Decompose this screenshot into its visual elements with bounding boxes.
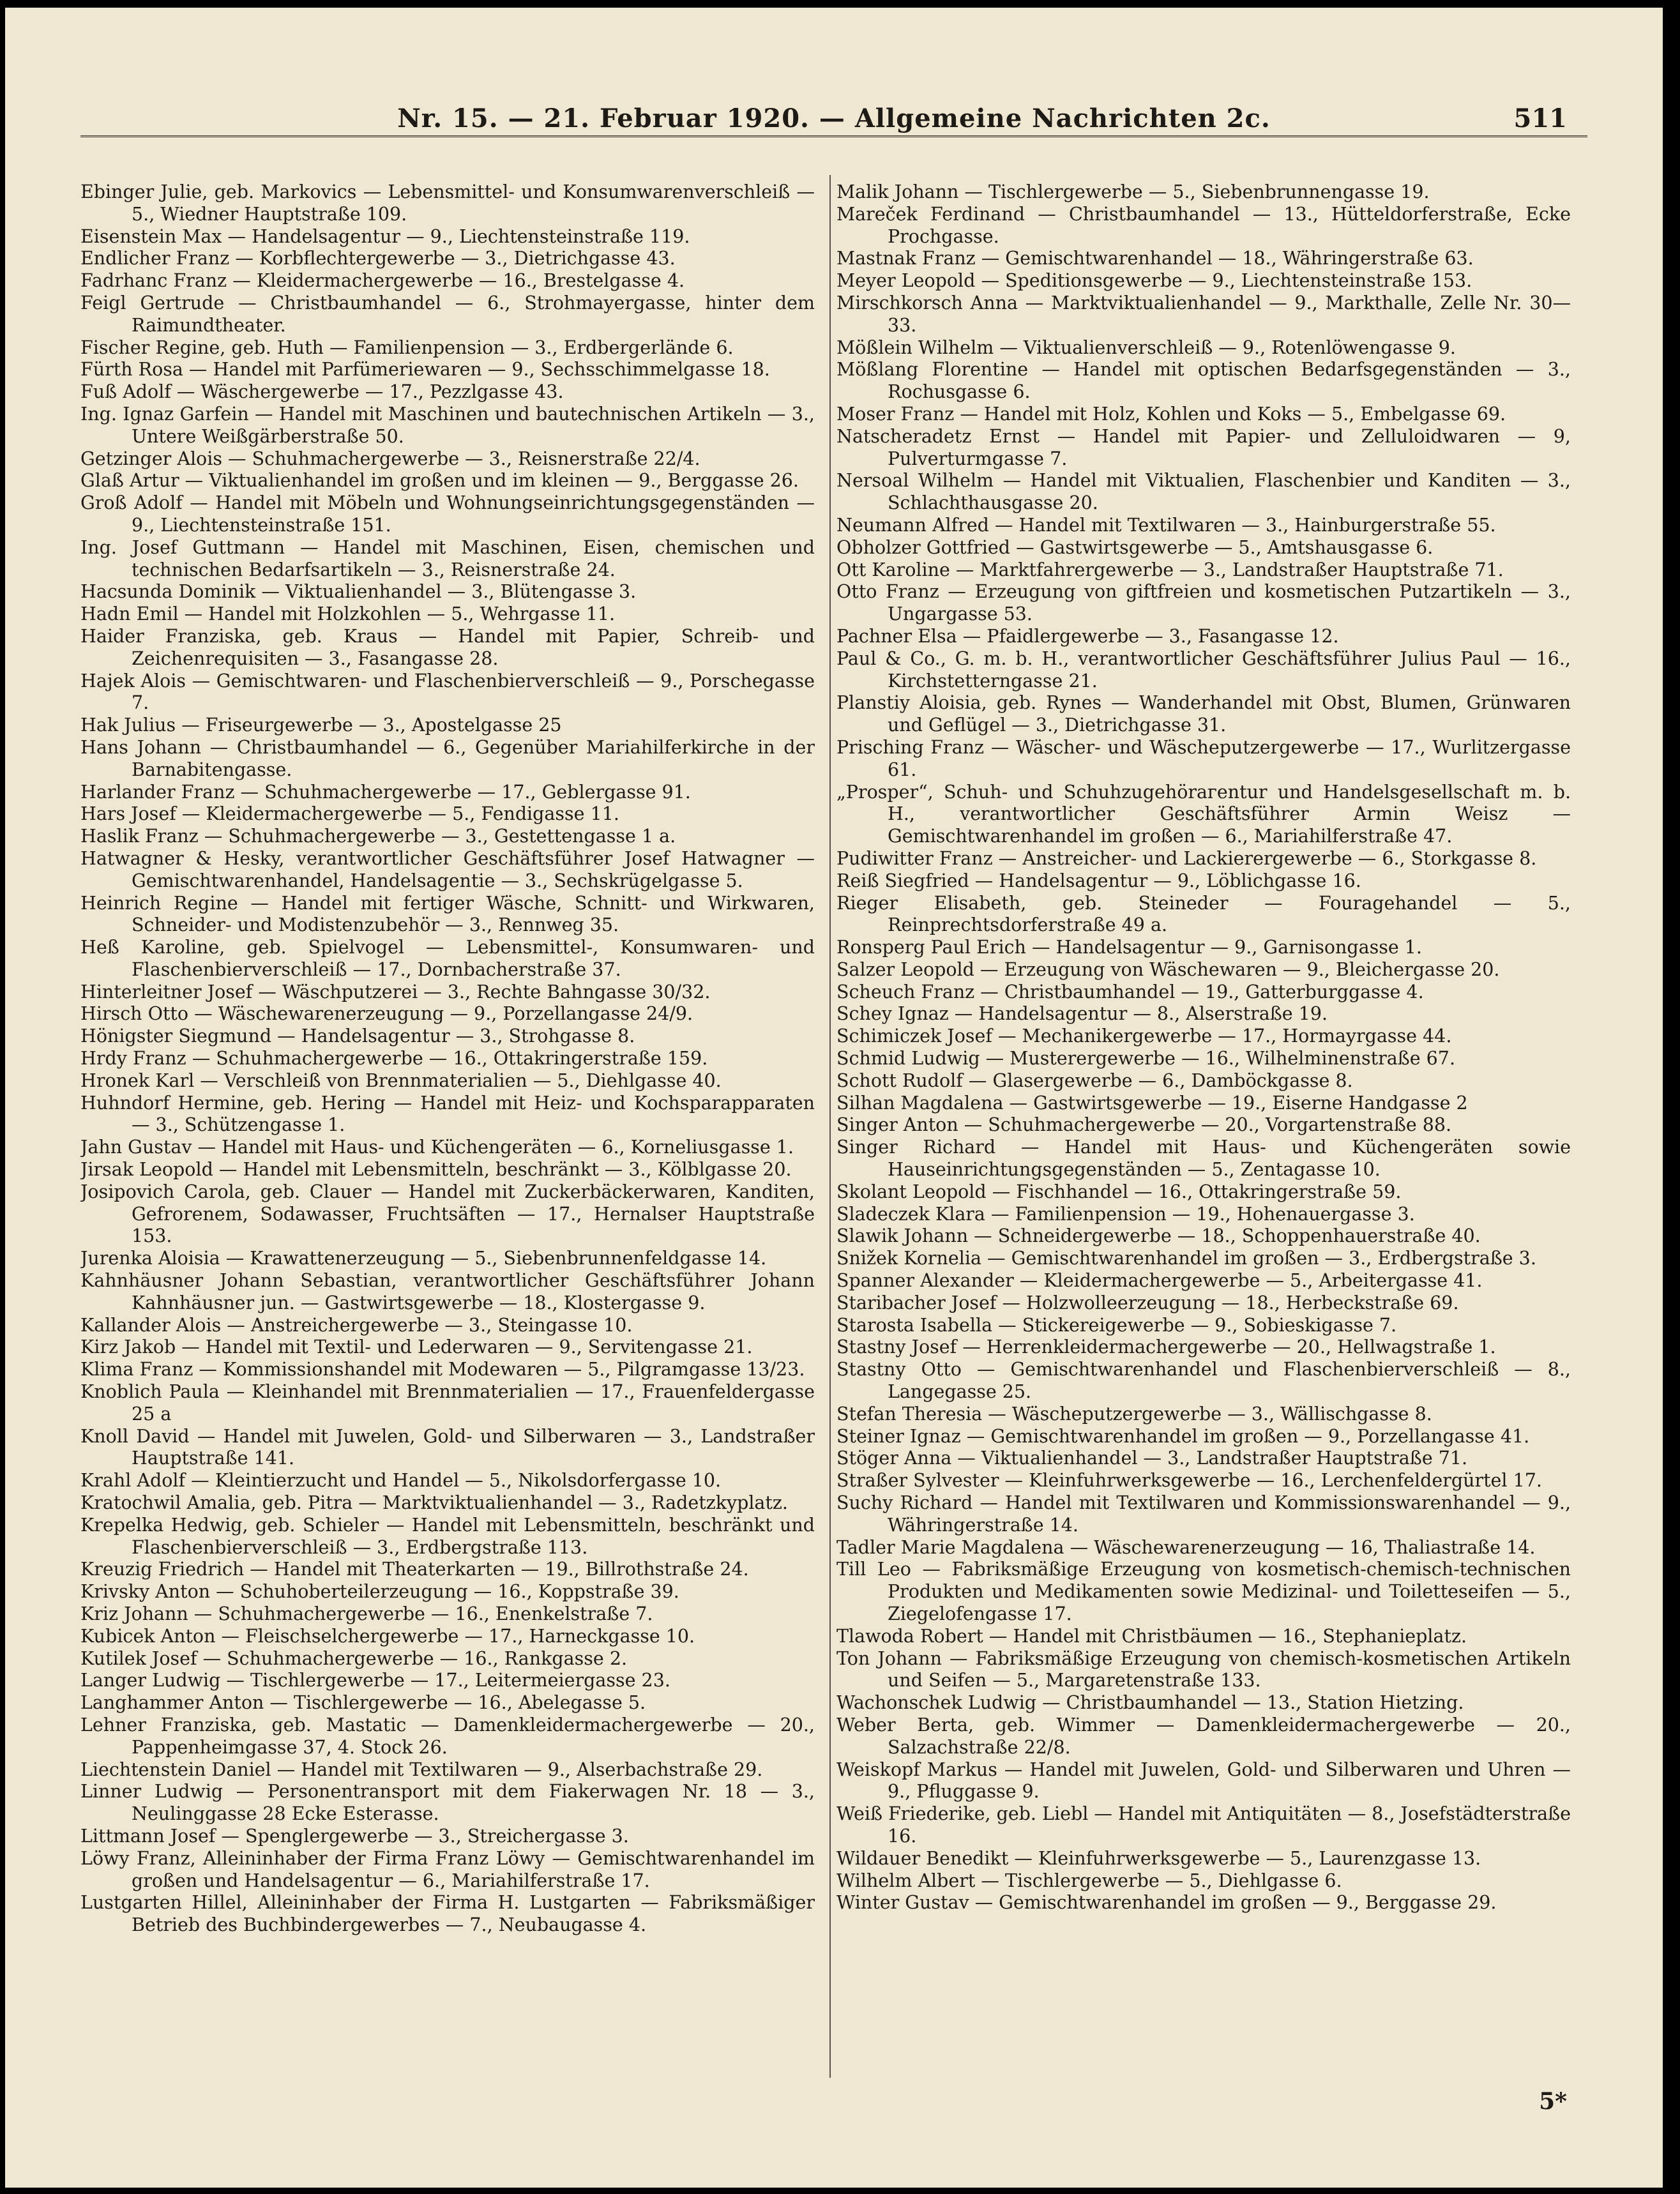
list-entry: Snižek Kornelia — Gemischtwarenhandel im großen — 3., Erdbergstraße 3. xyxy=(836,1248,1536,1269)
list-entry: Meyer Leopold — Speditionsgewerbe — 9., Liechtensteinstraße 153. xyxy=(836,270,1472,292)
list-entry: Josipovich Carola, geb. Clauer — Handel mit Zuckerbäckerwaren, Kanditen, Gefrorenem, Sodawasser, Fruchtsäften — 17., Hernalser Hauptstraße 153. xyxy=(80,1181,815,1247)
list-entry: Schmid Ludwig — Musterergewerbe — 16., Wilhelminenstraße 67. xyxy=(836,1048,1455,1070)
list-entry: Till Leo — Fabriksmäßige Erzeugung von kosmetisch-chemisch-technischen Produkten und Medikamenten sowie Medizinal- und Toiletteseifen — 5., Ziegelofengasse 17. xyxy=(836,1559,1571,1624)
list-entry: Ott Karoline — Marktfahrergewerbe — 3., Landstraßer Hauptstraße 71. xyxy=(836,559,1504,580)
list-entry: Wachonschek Ludwig — Christbaumhandel — 13., Station Hietzing. xyxy=(836,1692,1464,1714)
list-entry: Malik Johann — Tischlergewerbe — 5., Siebenbrunnengasse 19. xyxy=(836,181,1430,202)
list-entry: Knoblich Paula — Kleinhandel mit Brennmaterialien — 17., Frauenfeldergasse 25 a xyxy=(80,1381,815,1425)
list-entry: Langhammer Anton — Tischlergewerbe — 16., Abelegasse 5. xyxy=(80,1692,646,1714)
list-entry: Schimiczek Josef — Mechanikergewerbe — 17., Hormayrgasse 44. xyxy=(836,1025,1452,1047)
page-number: 511 xyxy=(1513,103,1567,133)
list-entry: Prisching Franz — Wäscher- und Wäscheputzergewerbe — 17., Wurlitzergasse 61. xyxy=(836,736,1571,780)
list-entry: Skolant Leopold — Fischhandel — 16., Ottakringerstraße 59. xyxy=(836,1181,1402,1202)
newspaper-page xyxy=(5,8,1663,2188)
signature-mark: 5* xyxy=(1539,2088,1567,2115)
list-entry: Kriz Johann — Schuhmachergewerbe — 16., Enenkelstraße 7. xyxy=(80,1603,653,1624)
list-entry: Kirz Jakob — Handel mit Textil- und Lederwaren — 9., Servitengasse 21. xyxy=(80,1336,753,1358)
list-entry: Mößlein Wilhelm — Viktualienverschleiß — 9., Rotenlöwengasse 9. xyxy=(836,337,1456,358)
list-entry: Otto Franz — Erzeugung von giftfreien und kosmetischen Putzartikeln — 3., Ungargasse 53. xyxy=(836,581,1571,625)
list-entry: Straßer Sylvester — Kleinfuhrwerksgewerbe — 16., Lerchenfeldergürtel 17. xyxy=(836,1470,1542,1492)
list-entry: Weber Berta, geb. Wimmer — Damenkleidermachergewerbe — 20., Salzachstraße 22/8. xyxy=(836,1714,1571,1758)
list-entry: Linner Ludwig — Personentransport mit dem Fiakerwagen Nr. 18 — 3., Neulinggasse 28 Ecke Esteгasse. xyxy=(80,1781,815,1825)
list-entry: Glaß Artur — Viktualienhandel im großen und im kleinen — 9., Berggasse 26. xyxy=(80,470,799,492)
list-entry: Löwy Franz, Alleininhaber der Firma Franz Löwy — Gemischtwarenhandel im großen und Handelsagentur — 6., Mariahilferstraße 17. xyxy=(80,1847,815,1891)
list-entry: Kutilek Josef — Schuhmachergewerbe — 16., Rankgasse 2. xyxy=(80,1647,628,1669)
list-entry: Silhan Magdalena — Gastwirtsgewerbe — 19., Eiserne Handgasse 2 xyxy=(836,1092,1468,1114)
list-entry: Staribacher Josef — Holzwolleerzeugung — 18., Herbeckstraße 69. xyxy=(836,1292,1459,1313)
list-entry: Scheuch Franz — Christbaumhandel — 19., Gatterburggasse 4. xyxy=(836,981,1424,1002)
list-entry: Singer Richard — Handel mit Haus- und Küchengeräten sowie Hauseinrichtungsgegenständen — 5., Zentagasse 10. xyxy=(836,1137,1571,1181)
list-entry: Liechtenstein Daniel — Handel mit Textilwaren — 9., Alserbachstraße 29. xyxy=(80,1759,763,1780)
list-entry: Sladeczek Klara — Familienpension — 19., Hohenauergasse 3. xyxy=(836,1203,1415,1225)
list-entry: Suchy Richard — Handel mit Textilwaren und Kommissionswarenhandel — 9., Währingerstraße 14. xyxy=(836,1492,1571,1536)
list-entry: Harlander Franz — Schuhmachergewerbe — 17., Geblergasse 91. xyxy=(80,781,691,803)
list-entry: Krahl Adolf — Kleintierzucht und Handel — 5., Nikolsdorfergasse 10. xyxy=(80,1470,722,1492)
list-entry: Reiß Siegfried — Handelsagentur — 9., Löblichgasse 16. xyxy=(836,870,1361,891)
list-entry: Neumann Alfred — Handel mit Textilwaren — 3., Hainburgerstraße 55. xyxy=(836,514,1496,536)
list-entry: Weiß Friederike, geb. Liebl — Handel mit Antiquitäten — 8., Josefstädterstraße 16. xyxy=(836,1803,1571,1847)
list-entry: Weiskopf Markus — Handel mit Juwelen, Gold- und Silberwaren und Uhren — 9., Pfluggasse 9. xyxy=(836,1759,1571,1803)
list-entry: Lehner Franziska, geb. Mastatic — Damenkleidermachergewerbe — 20., Pappenheimgasse 37, 4. Stock 26. xyxy=(80,1714,815,1758)
list-entry: Hacsunda Dominik — Viktualienhandel — 3., Blütengasse 3. xyxy=(80,581,637,603)
list-entry: Hirsch Otto — Wäschewarenerzeugung — 9., Porzellangasse 24/9. xyxy=(80,1003,693,1025)
list-entry: Natscheradetz Ernst — Handel mit Papier- und Zelluloidwaren — 9, Pulverturmgasse 7. xyxy=(836,425,1571,469)
list-entry: Kubicek Anton — Fleischselchergewerbe — 17., Harneckgasse 10. xyxy=(80,1625,695,1647)
list-entry: Jirsak Leopold — Handel mit Lebensmitteln, beschränkt — 3., Kölblgasse 20. xyxy=(80,1159,792,1181)
list-entry: Hatwagner & Hesky, verantwortlicher Geschäftsführer Josef Hatwagner — Gemischtwarenhandel, Handelsagentie — 3., Sechskrügelgasse 5. xyxy=(80,847,815,891)
list-entry: Fadrhanc Franz — Kleidermachergewerbe — 16., Brestelgasse 4. xyxy=(80,270,685,292)
list-entry: Lustgarten Hillel, Alleininhaber der Firma H. Lustgarten — Fabriksmäßiger Betrieb des Buchbindergewerbes — 7., Neubaugasse 4. xyxy=(80,1892,815,1936)
list-entry: Pachner Elsa — Pfaidlergewerbe — 3., Fasangasse 12. xyxy=(836,625,1339,647)
page-title: Nr. 15. — 21. Februar 1920. — Allgemeine Nachrichten 2c. xyxy=(397,103,1271,133)
list-entry: Wildauer Benedikt — Kleinfuhrwerksgewerbe — 5., Laurenzgasse 13. xyxy=(836,1847,1481,1869)
list-entry: Huhndorf Hermine, geb. Hering — Handel mit Heiz- und Kochsparapparaten — 3., Schützengasse 1. xyxy=(80,1092,815,1136)
list-entry: Haider Franziska, geb. Kraus — Handel mit Papier, Schreib- und Zeichenrequisiten — 3., Fasangasse 28. xyxy=(80,625,815,669)
list-entry: Heinrich Regine — Handel mit fertiger Wäsche, Schnitt- und Wirkwaren, Schneider- und Modistenzubehör — 3., Rennweg 35. xyxy=(80,892,815,936)
list-entry: Stöger Anna — Viktualienhandel — 3., Landstraßer Hauptstraße 71. xyxy=(836,1448,1468,1469)
list-entry: Hans Johann — Christbaumhandel — 6., Gegenüber Mariahilferkirche in der Barnabitengasse. xyxy=(80,736,815,780)
list-entry: Steiner Ignaz — Gemischtwarenhandel im großen — 9., Porzellangasse 41. xyxy=(836,1425,1530,1447)
list-entry: Hak Julius — Friseurgewerbe — 3., Apostelgasse 25 xyxy=(80,715,562,736)
list-entry: Groß Adolf — Handel mit Möbeln und Wohnungseinrichtungsgegenständen — 9., Liechtensteinstraße 151. xyxy=(80,492,815,536)
column-divider xyxy=(829,175,831,2078)
list-entry: Singer Anton — Schuhmachergewerbe — 20., Vorgartenstraße 88. xyxy=(836,1114,1452,1136)
list-entry: Schey Ignaz — Handelsagentur — 8., Alserstraße 19. xyxy=(836,1003,1328,1025)
list-entry: Tlawoda Robert — Handel mit Christbäumen — 16., Stephanieplatz. xyxy=(836,1625,1467,1647)
list-entry: Eisenstein Max — Handelsagentur — 9., Liechtensteinstraße 119. xyxy=(80,225,690,247)
list-entry: Schott Rudolf — Glasergewerbe — 6., Damböckgasse 8. xyxy=(836,1070,1353,1091)
right-column xyxy=(836,181,1571,2103)
list-entry: Spanner Alexander — Kleidermachergewerbe — 5., Arbeitergasse 41. xyxy=(836,1270,1483,1292)
list-entry: Ing. Josef Guttmann — Handel mit Maschinen, Eisen, chemischen und technischen Bedarfsartikeln — 3., Reisnerstraße 24. xyxy=(80,536,815,580)
list-entry: Hajek Alois — Gemischtwaren- und Flaschenbierverschleiß — 9., Porschegasse 7. xyxy=(80,670,815,714)
list-entry: Fuß Adolf — Wäschergewerbe — 17., Pezzlgasse 43. xyxy=(80,381,564,403)
list-entry: Mareček Ferdinand — Christbaumhandel — 13., Hütteldorferstraße, Ecke Prochgasse. xyxy=(836,203,1571,247)
list-entry: Ebinger Julie, geb. Markovics — Lebensmittel- und Konsumwarenverschleiß — 5., Wiedner Hauptstraße 109. xyxy=(80,181,815,225)
list-entry: Nersoal Wilhelm — Handel mit Viktualien, Flaschenbier und Kanditen — 3., Schlachthausgasse 20. xyxy=(836,470,1571,514)
list-entry: Stastny Josef — Herrenkleidermachergewerbe — 20., Hellwagstraße 1. xyxy=(836,1336,1496,1358)
list-entry: Stastny Otto — Gemischtwarenhandel und Flaschenbierverschleiß — 8., Langegasse 25. xyxy=(836,1359,1571,1403)
list-entry: Hronek Karl — Verschleiß von Brennmaterialien — 5., Diehlgasse 40. xyxy=(80,1070,722,1091)
list-entry: Hrdy Franz — Schuhmachergewerbe — 16., Ottakringerstraße 159. xyxy=(80,1048,708,1070)
left-column xyxy=(80,181,815,2103)
list-entry: Mößlang Florentine — Handel mit optischen Bedarfsgegenständen — 3., Rochusgasse 6. xyxy=(836,359,1571,403)
list-entry: Starosta Isabella — Stickereigewerbe — 9., Sobieskigasse 7. xyxy=(836,1314,1397,1336)
list-entry: Rieger Elisabeth, geb. Steineder — Fouragehandel — 5., Reinprechtsdorferstraße 49 a. xyxy=(836,892,1571,936)
header-rule xyxy=(80,135,1587,137)
list-entry: Klima Franz — Kommissionshandel mit Modewaren — 5., Pilgramgasse 13/23. xyxy=(80,1359,805,1381)
list-entry: Hadn Emil — Handel mit Holzkohlen — 5., Wehrgasse 11. xyxy=(80,603,616,625)
list-entry: Jurenka Aloisia — Krawattenerzeugung — 5., Siebenbrunnenfeldgasse 14. xyxy=(80,1248,767,1269)
list-entry: Fischer Regine, geb. Huth — Familienpension — 3., Erdbergerlände 6. xyxy=(80,337,734,358)
list-entry: Knoll David — Handel mit Juwelen, Gold- und Silberwaren — 3., Landstraßer Hauptstraße 141. xyxy=(80,1425,815,1469)
list-entry: Moser Franz — Handel mit Holz, Kohlen und Koks — 5., Embelgasse 69. xyxy=(836,403,1506,425)
list-entry: Krivsky Anton — Schuhoberteilerzeugung — 16., Koppstraße 39. xyxy=(80,1581,679,1603)
list-entry: Mastnak Franz — Gemischtwarenhandel — 18., Währingerstraße 63. xyxy=(836,248,1474,269)
list-entry: Hars Josef — Kleidermachergewerbe — 5., Fendigasse 11. xyxy=(80,803,619,825)
list-entry: Pudiwitter Franz — Anstreicher- und Lackierergewerbe — 6., Storkgasse 8. xyxy=(836,847,1537,869)
list-entry: Krepelka Hedwig, geb. Schieler — Handel mit Lebensmitteln, beschränkt und Flaschenbierverschleiß — 3., Erdbergstraße 113. xyxy=(80,1514,815,1558)
list-entry: Haslik Franz — Schuhmachergewerbe — 3., Gestettengasse 1 a. xyxy=(80,826,676,847)
list-entry: Feigl Gertrude — Christbaumhandel — 6., Strohmayergasse, hinter dem Raimundtheater. xyxy=(80,292,815,336)
list-entry: Heß Karoline, geb. Spielvogel — Lebensmittel-, Konsumwaren- und Flaschenbierverschleiß — 17., Dornbacherstraße 37. xyxy=(80,937,815,980)
page-header xyxy=(5,103,1663,148)
list-entry: Kahnhäusner Johann Sebastian, verantwortlicher Geschäftsführer Johann Kahnhäusner jun. — Gastwirtsgewerbe — 18., Klostergasse 9. xyxy=(80,1270,815,1313)
list-entry: Kallander Alois — Anstreichergewerbe — 3., Steingasse 10. xyxy=(80,1314,633,1336)
list-entry: Ing. Ignaz Garfein — Handel mit Maschinen und bautechnischen Artikeln — 3., Untere Weißgärberstraße 50. xyxy=(80,403,815,447)
list-entry: Ronsperg Paul Erich — Handelsagentur — 9., Garnisongasse 1. xyxy=(836,937,1422,958)
list-entry: Winter Gustav — Gemischtwarenhandel im großen — 9., Berggasse 29. xyxy=(836,1892,1497,1914)
list-entry: Mirschkorsch Anna — Marktviktualienhandel — 9., Markthalle, Zelle Nr. 30—33. xyxy=(836,292,1571,336)
list-entry: Ton Johann — Fabriksmäßige Erzeugung von chemisch-kosmetischen Artikeln und Seifen — 5., Margaretenstraße 133. xyxy=(836,1647,1571,1691)
list-entry: Stefan Theresia — Wäscheputzergewerbe — 3., Wällischgasse 8. xyxy=(836,1403,1432,1425)
list-entry: Paul & Co., G. m. b. H., verantwortlicher Geschäftsführer Julius Paul — 16., Kirchstetterngasse 21. xyxy=(836,647,1571,692)
list-entry: Kratochwil Amalia, geb. Pitra — Marktviktualienhandel — 3., Radetzkyplatz. xyxy=(80,1492,788,1514)
list-entry: Tadler Marie Magdalena — Wäschewarenerzeugung — 16, Thaliastraße 14. xyxy=(836,1536,1536,1558)
list-entry: Fürth Rosa — Handel mit Parfümeriewaren — 9., Sechsschimmelgasse 18. xyxy=(80,359,770,381)
list-entry: Planstiy Aloisia, geb. Rynes — Wanderhandel mit Obst, Blumen, Grünwaren und Geflügel — 3., Dietrichgasse 31. xyxy=(836,692,1571,736)
list-entry: Wilhelm Albert — Tischlergewerbe — 5., Diehlgasse 6. xyxy=(836,1870,1342,1891)
list-entry: Hönigster Siegmund — Handelsagentur — 3., Strohgasse 8. xyxy=(80,1025,635,1047)
list-entry: Kreuzig Friedrich — Handel mit Theaterkarten — 19., Billrothstraße 24. xyxy=(80,1559,749,1580)
list-entry: Langer Ludwig — Tischlergewerbe — 17., Leitermeiergasse 23. xyxy=(80,1670,670,1691)
list-entry: Endlicher Franz — Korbflechtergewerbe — 3., Dietrichgasse 43. xyxy=(80,248,676,269)
list-entry: Littmann Josef — Spenglergewerbe — 3., Streichergasse 3. xyxy=(80,1825,629,1847)
list-entry: Jahn Gustav — Handel mit Haus- und Küchengeräten — 6., Korneliusgasse 1. xyxy=(80,1137,794,1158)
list-entry: Getzinger Alois — Schuhmachergewerbe — 3., Reisnerstraße 22/4. xyxy=(80,448,700,469)
list-entry: Obholzer Gottfried — Gastwirtsgewerbe — 5., Amtshausgasse 6. xyxy=(836,536,1434,558)
list-entry: Hinterleitner Josef — Wäschputzerei — 3., Rechte Bahngasse 30/32. xyxy=(80,981,711,1002)
list-entry: Salzer Leopold — Erzeugung von Wäschewaren — 9., Bleichergasse 20. xyxy=(836,958,1500,980)
list-entry: „Prosper“, Schuh- und Schuhzugehörагentur und Handelsgesellschaft m. b. H., verantwortlicher Geschäftsführer Armin Weisz — Gemischtwarenhandel im großen — 6., Mariahilferstraße 47. xyxy=(836,781,1571,847)
list-entry: Slawik Johann — Schneidergewerbe — 18., Schoppenhauerstraße 40. xyxy=(836,1225,1481,1247)
